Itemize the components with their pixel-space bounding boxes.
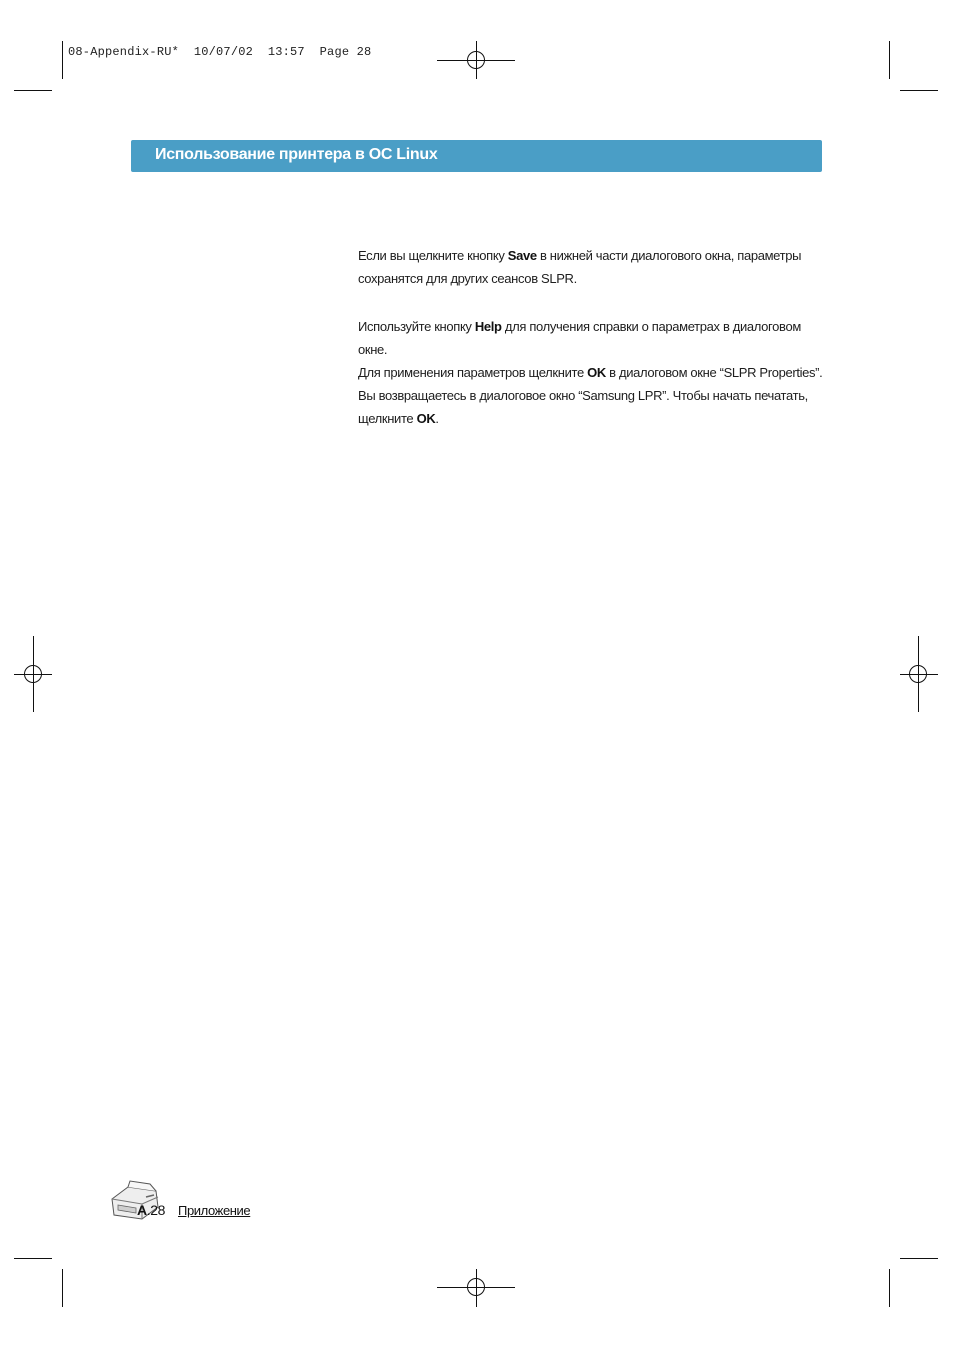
- button-name-text: Save: [507, 248, 537, 263]
- crop-mark: [889, 41, 890, 79]
- crop-mark: [900, 90, 938, 91]
- paragraph-text: в нижней части диалогового окна, параметры сохранятся для других сеансов SLPR.: [358, 248, 802, 286]
- print-slug: 08-Appendix-RU* 10/07/02 13:57 Page 28: [68, 45, 372, 59]
- page-prefix: A: [137, 1202, 147, 1218]
- section-header-bar: [131, 140, 822, 172]
- crop-mark: [62, 41, 63, 79]
- paragraph-ok: [358, 361, 828, 430]
- crop-mark: [14, 1258, 52, 1259]
- registration-circle: [909, 665, 927, 683]
- paragraph-text: .: [435, 411, 439, 426]
- crop-mark: [889, 1269, 890, 1307]
- page-footer: [106, 1177, 266, 1225]
- paragraph-text: Используйте кнопку: [358, 319, 475, 334]
- section-title: Использование принтера в ОС Linux: [155, 146, 438, 163]
- button-name-text: OK: [416, 411, 436, 426]
- crop-mark: [14, 90, 52, 91]
- page-number-value: .28: [146, 1202, 165, 1218]
- paragraph-text: Для применения параметров щелкните: [358, 365, 588, 380]
- button-name-text: OK: [587, 365, 606, 380]
- paragraph-save: [358, 244, 828, 290]
- paragraph-text: Если вы щелкните кнопку: [358, 248, 508, 263]
- registration-circle: [467, 51, 485, 69]
- page-number: [137, 1202, 165, 1218]
- crop-mark: [62, 1269, 63, 1307]
- paragraph-text: в диалоговом окне “SLPR Properties”. Вы возвращаетесь в диалоговое окно “Samsung LPR”. Чтобы начать печатать, щелкните: [358, 365, 823, 426]
- crop-mark: [900, 1258, 938, 1259]
- paragraph-text: для получения справки о параметрах в диалоговом окне.: [358, 319, 801, 357]
- registration-circle: [467, 1278, 485, 1296]
- paragraph-help: [358, 315, 828, 361]
- registration-circle: [24, 665, 42, 683]
- button-name-text: Help: [474, 319, 502, 334]
- footer-section-name: Приложение: [178, 1203, 251, 1218]
